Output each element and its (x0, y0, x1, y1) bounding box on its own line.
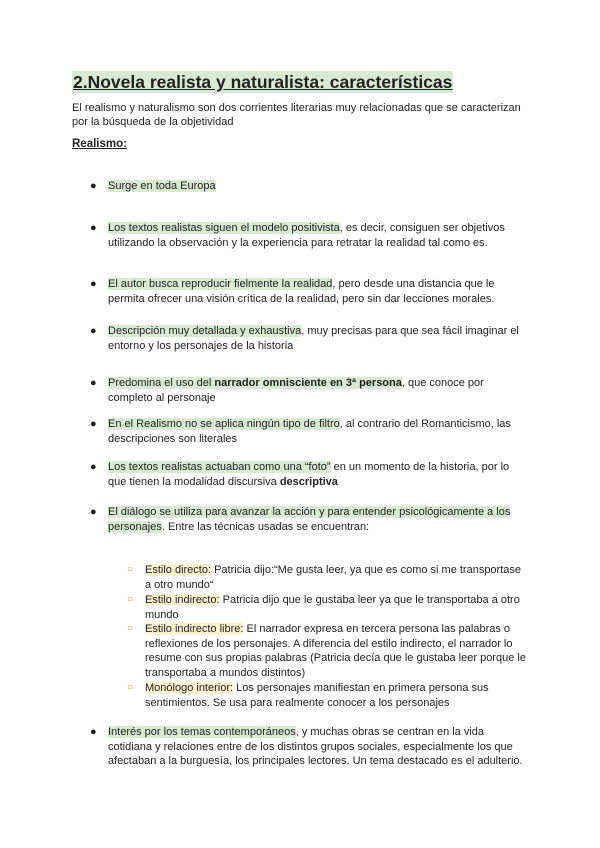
body-text: Patricia dijo:“Me gusta leer, ya que es como si me transportase a otro mundo“ (145, 564, 522, 591)
circle-bullet-icon: ○ (127, 623, 134, 634)
body-text: , y muchas obras se centran en la vida cotidiana y relaciones entre de los distintos grupos sociales, especialmente los que afectaban a la burguesía, los principales lectores. Un tema destacado es el adulterio. (108, 726, 523, 767)
body-text: El narrador expresa en tercera persona las palabras o reflexiones de los personajes. A diferencia del estilo indirecto, el narrador lo resume con sus propias palabras (Patricia decía que le gustaba leer porque le transportaba a mundos distintos) (145, 623, 526, 679)
bullet-icon: ● (90, 377, 97, 389)
sub-list-item (127, 622, 530, 680)
bold-text: descriptiva (279, 475, 338, 488)
highlighted-prefix: Predomina el uso del (108, 377, 215, 389)
body-text: , pero desde una distancia que le permita ofrecer una visión crítica de la realidad, pero sin dar lecciones morales. (108, 278, 495, 305)
list-item (90, 179, 528, 194)
sub-list-item (127, 563, 530, 592)
highlighted-text: Descripción muy detallada y exhaustiva (108, 325, 302, 337)
highlighted-text: El diálogo se utiliza para avanzar la acción y para entender psicológicamente a los personajes (108, 506, 511, 533)
body-text: , al contrario del Romanticismo, las descripciones son literales (108, 418, 511, 445)
bold-text: narrador omnisciente en 3ª persona (214, 377, 402, 389)
list-item (90, 324, 528, 353)
highlighted-text: Monólogo interior: (145, 682, 234, 694)
bullet-icon: ● (90, 278, 97, 290)
bullet-icon: ● (90, 180, 97, 192)
body-text: , es decir, consiguen ser objetivos utilizando la observación y la experiencia para retratar la realidad tal como es. (108, 222, 505, 249)
highlighted-text: Interés por los temas contemporáneos (108, 726, 296, 738)
list-item (90, 460, 528, 489)
list-item (90, 505, 528, 534)
highlighted-text: El autor busca reproducir fielmente la realidad (108, 278, 333, 290)
highlighted-text: Estilo directo: (145, 564, 212, 576)
highlighted-text: Estilo indirecto: (145, 594, 220, 606)
bullet-icon: ● (90, 506, 97, 518)
body-text: , muy precisas para que sea fácil imaginar el entorno y los personajes de la historia (108, 325, 519, 352)
bullet-icon: ● (90, 418, 97, 430)
bullet-icon: ● (90, 726, 97, 738)
bullet-icon: ● (90, 461, 97, 473)
highlighted-text: Surge en toda Europa (108, 180, 216, 192)
list-item (90, 221, 528, 250)
bullet-icon: ● (90, 325, 97, 337)
body-text: Los personajes manifiestan en primera persona sus sentimientos. Se usa para realmente conocer a los personajes (145, 682, 489, 709)
body-text: , que conoce por completo al personaje (108, 377, 484, 404)
body-text: Patricia dijo que le gustaba leer ya que le transportaba a otro mundo (145, 594, 520, 621)
sub-list-item (127, 593, 530, 622)
highlighted-text: En el Realismo no se aplica ningún tipo de filtro (108, 418, 340, 430)
intro-paragraph: El realismo y naturalismo son dos corrientes literarias muy relacionadas que se caracterizan por la búsqueda de la objetividad (72, 102, 521, 128)
highlighted-text (108, 377, 402, 389)
list-item (90, 725, 528, 769)
highlighted-text: Los textos realistas siguen el modelo positivista (108, 222, 340, 234)
circle-bullet-icon: ○ (127, 682, 134, 693)
section-heading-realismo: Realismo: (72, 138, 127, 150)
bullet-icon: ● (90, 222, 97, 234)
list-item (90, 417, 528, 446)
body-text: en un momento de la historia, por lo que tienen la modalidad discursiva (108, 461, 510, 488)
highlighted-text: Los textos realistas actuaban como una “foto” (108, 461, 331, 473)
circle-bullet-icon: ○ (127, 594, 134, 605)
list-item (90, 277, 528, 306)
highlighted-text: Estilo indirecto libre: (145, 623, 244, 635)
page-title: 2.Novela realista y naturalista: características (73, 72, 453, 92)
sub-list-item (127, 681, 530, 710)
list-item (90, 376, 528, 405)
body-text: . Entre las técnicas usadas se encuentran: (161, 520, 370, 533)
circle-bullet-icon: ○ (127, 564, 134, 575)
